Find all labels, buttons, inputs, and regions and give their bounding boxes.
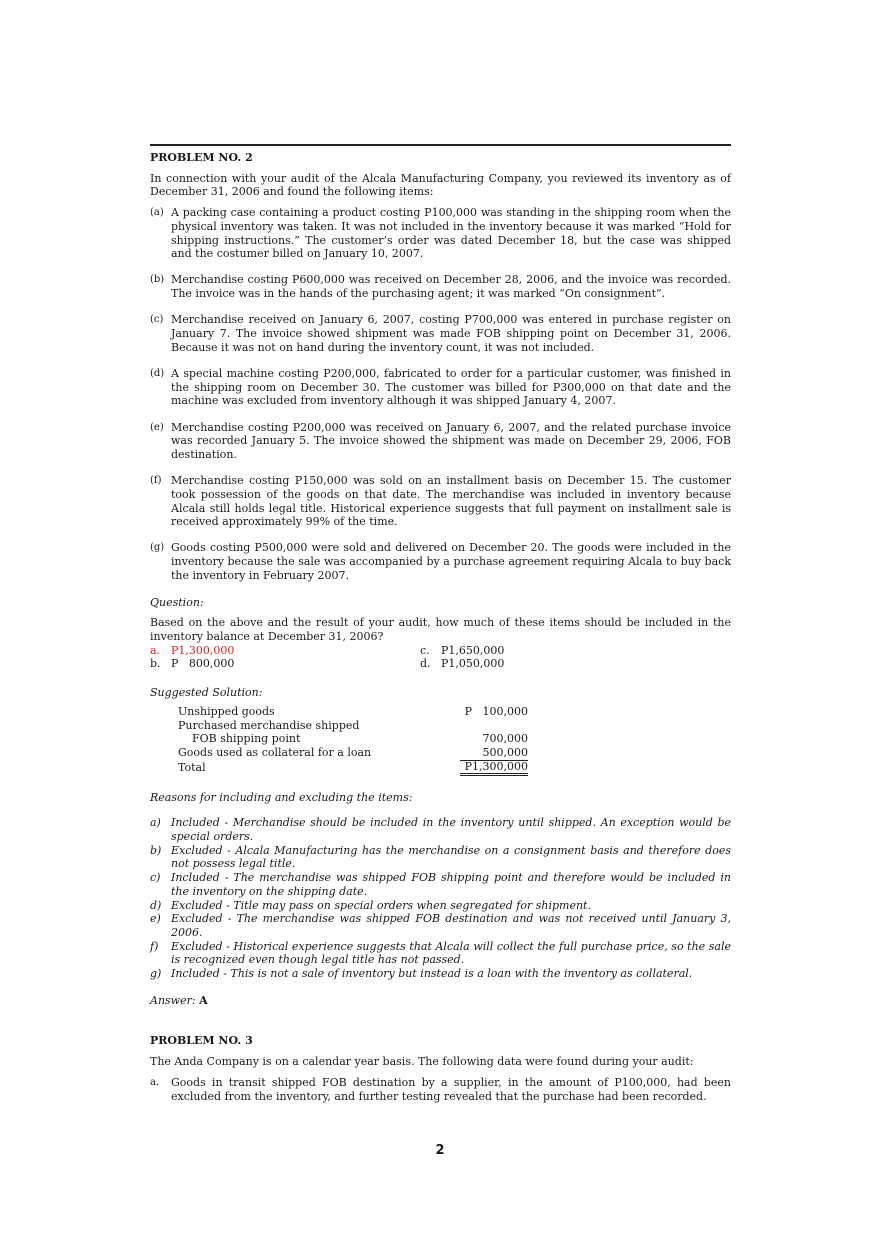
list-item — [150, 474, 731, 529]
item-label: (g) — [150, 542, 165, 554]
choice-d — [420, 657, 731, 671]
solution-amount: 700,000 — [482, 732, 528, 746]
solution-table — [178, 705, 528, 776]
item-text: A special machine costing P200,000, fabricated to order for a particular customer, was finished in the shipping room on December 30. The customer was billed for P300,000 on that date and the machine was excluded from inventory although it was shipped January 4, 2007. — [171, 366, 731, 408]
item-text: Excluded - The merchandise was shipped FOB destination and was not received until January 3, 2006. — [171, 912, 731, 939]
solution-total: P1,300,000 — [460, 761, 528, 776]
choice-label: a. — [150, 643, 161, 657]
item-label: b) — [150, 843, 162, 857]
list-item — [150, 899, 731, 913]
problem-2-title: PROBLEM NO. 2 — [150, 151, 253, 164]
question-text: Based on the above and the result of your audit, how much of these items should be included in the inventory balance at December 31, 2006? — [150, 616, 731, 643]
list-item — [150, 367, 731, 408]
problem-3-items — [150, 1076, 731, 1103]
list-item — [150, 1076, 731, 1103]
answer-label: Answer: — [150, 993, 196, 1007]
choice-value: P1,050,000 — [441, 657, 505, 671]
item-label: c) — [150, 871, 161, 885]
list-item — [150, 816, 731, 843]
item-text: Goods in transit shipped FOB destination by a supplier, in the amount of P100,000, had been excluded from the inventory, and further testing revealed that the purchase had been recorded. — [171, 1075, 731, 1103]
solution-amount: P 100,000 — [464, 704, 528, 718]
item-text: Merchandise costing P150,000 was sold on an installment basis on December 15. The customer took possession of the goods on that date. The merchandise was included in inventory because Alcala still holds legal title. Historical experience suggests that full payment on installment sale is received approximately 99% of the time. — [171, 474, 731, 529]
problem-3-intro: The Anda Company is on a calendar year basis. The following data were found during your audit: — [150, 1055, 694, 1069]
item-text: Excluded - Historical experience suggests that Alcala will collect the full purchase price, so the sale is recognized even though legal title has not passed. — [171, 939, 731, 967]
solution-row — [178, 746, 528, 761]
choice-a — [150, 644, 420, 658]
choice-value: P 800,000 — [171, 657, 235, 671]
item-label: g) — [150, 967, 162, 981]
solution-row — [178, 705, 528, 719]
item-text: A packing case containing a product costing P100,000 was standing in the shipping room when the physical inventory was taken. It was not included in the inventory because it was marked “Hold for shipping instructions.” The customer’s order was dated December 18, but the case was shipped and the costumer billed on January 10, 2007. — [171, 206, 731, 261]
list-item — [150, 940, 731, 967]
solution-desc: Goods used as collateral for a loan — [178, 745, 372, 759]
list-item — [150, 273, 731, 300]
solution-desc: Purchased merchandise shipped — [178, 718, 360, 732]
item-label: (f) — [150, 475, 162, 487]
list-item — [150, 967, 731, 981]
item-label: (c) — [150, 314, 164, 326]
item-text: Merchandise received on January 6, 2007, costing P700,000 was entered in purchase register on January 7. The invoice showed shipment was made FOB shipping point on December 31, 2006. Because it was not on hand during the inventory count, it was not included. — [171, 313, 731, 354]
item-label: a. — [150, 1076, 160, 1088]
item-label: (a) — [150, 207, 164, 219]
solution-desc: Unshipped goods — [178, 704, 275, 718]
item-label: d) — [150, 898, 162, 912]
solution-total-row — [178, 761, 528, 776]
choice-value: P1,650,000 — [441, 643, 505, 657]
top-rule — [150, 144, 731, 146]
item-label: (b) — [150, 274, 165, 286]
reasons-label: Reasons for including and excluding the items: — [150, 790, 413, 804]
item-text: Merchandise costing P200,000 was received on January 6, 2007, and the related purchase invoice was recorded January 5. The invoice showed the shipment was made on December 29, 2006, FOB destination. — [171, 420, 731, 461]
solution-amount — [460, 719, 528, 733]
solution-amount: 500,000 — [460, 746, 528, 761]
list-item — [150, 844, 731, 871]
list-item — [150, 206, 731, 261]
item-text: Excluded - Title may pass on special orders when segregated for shipment. — [171, 898, 591, 912]
solution-row — [178, 732, 528, 746]
item-label: f) — [150, 939, 159, 953]
choice-b — [150, 657, 420, 671]
problem-2-items — [150, 206, 731, 582]
item-text: Included - This is not a sale of inventory but instead is a loan with the inventory as collateral. — [171, 967, 693, 981]
choice-label: c. — [420, 643, 430, 657]
item-text: Included - Merchandise should be included in the inventory until shipped. An exception would be special orders. — [171, 816, 731, 844]
problem-3-title: PROBLEM NO. 3 — [150, 1034, 253, 1048]
item-text: Merchandise costing P600,000 was received on December 28, 2006, and the invoice was recorded. The invoice was in the hands of the purchasing agent; it was marked “On consignment”. — [171, 273, 731, 301]
problem-2-intro: In connection with your audit of the Alcala Manufacturing Company, you reviewed its inventory as of December 31, 2006 and found the following items: — [150, 171, 731, 199]
item-text: Excluded - Alcala Manufacturing has the merchandise on a consignment basis and therefore does not possess legal title. — [171, 843, 731, 871]
item-text: Included - The merchandise was shipped FOB shipping point and therefore would be included in the inventory on the shipping date. — [171, 871, 731, 898]
item-label: (d) — [150, 367, 165, 379]
list-item — [150, 541, 731, 582]
item-label: a) — [150, 816, 161, 830]
list-item — [150, 912, 731, 939]
reasons-list — [150, 816, 731, 980]
solution-row — [178, 719, 528, 733]
list-item — [150, 313, 731, 354]
choice-value: P1,300,000 — [171, 643, 235, 657]
choice-label: d. — [420, 657, 431, 671]
answer-choices — [150, 644, 731, 671]
page-number: 2 — [435, 1143, 445, 1158]
question-label: Question: — [150, 595, 204, 609]
choice-label: b. — [150, 657, 161, 671]
item-text: Goods costing P500,000 were sold and delivered on December 20. The goods were included in the inventory because the sale was accompanied by a purchase agreement requiring Alcala to buy back the inventory in February 2007. — [171, 541, 731, 582]
list-item — [150, 871, 731, 898]
document-page — [150, 144, 731, 1103]
solution-desc: FOB shipping point — [192, 732, 301, 746]
choice-c — [420, 644, 731, 658]
answer-value: A — [199, 993, 208, 1007]
solution-label: Suggested Solution: — [150, 686, 263, 700]
solution-desc: Total — [178, 760, 206, 774]
item-label: e) — [150, 912, 161, 926]
list-item — [150, 421, 731, 462]
answer-line — [150, 994, 731, 1008]
item-label: (e) — [150, 421, 164, 433]
